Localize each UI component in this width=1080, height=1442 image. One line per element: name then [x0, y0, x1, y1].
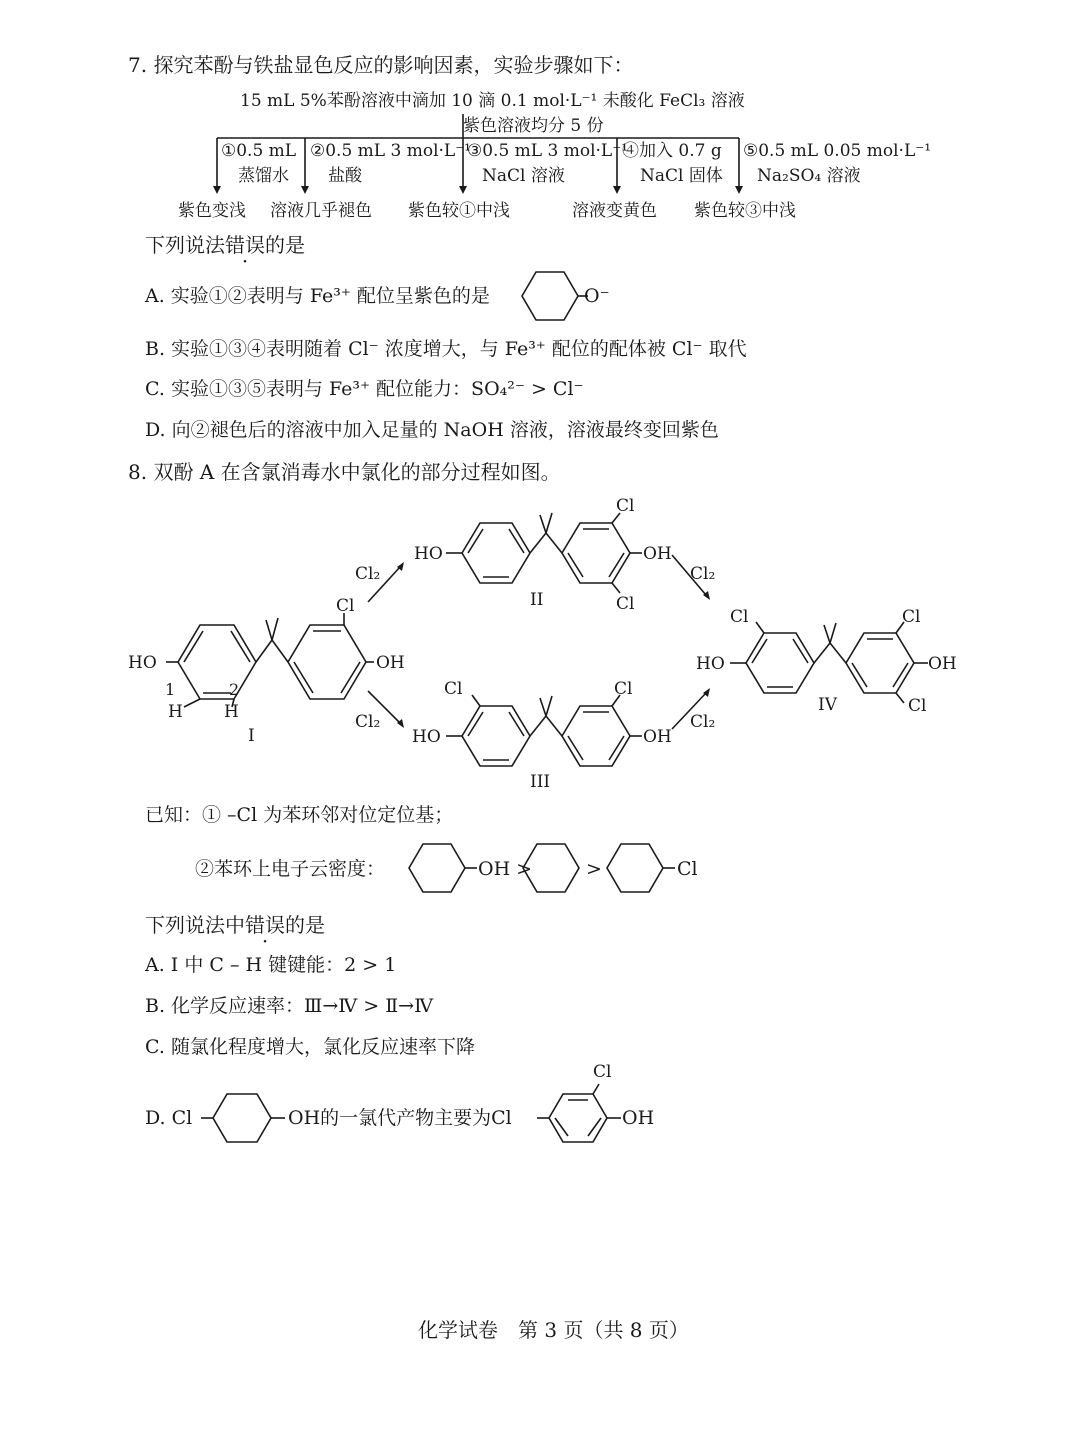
chlorobenzene-cl-label: Cl: [677, 858, 698, 880]
q7-branch4-line1: ④加入 0.7 g: [622, 141, 722, 161]
q7-question: 下列说法错误的是: [145, 233, 305, 257]
q7-branch3-line2: NaCl 溶液: [482, 166, 565, 186]
compound-iv-label: IV: [818, 695, 837, 715]
compound-iv: [696, 607, 957, 716]
q7-result5: 紫色较③中浅: [694, 201, 796, 221]
q7-stem: 7. 探究苯酚与铁盐显色反应的影响因素，实验步骤如下：: [128, 53, 634, 77]
q7-option-b: B. 实验①③④表明随着 Cl⁻ 浓度增大，与 Fe³⁺ 配位的配体被 Cl⁻ 取代: [145, 338, 747, 360]
q7-split-note: 紫色溶液均分 5 份: [463, 116, 604, 136]
cl2-label: Cl₂: [690, 712, 716, 732]
q8-emphasis-word: 错误: [245, 913, 285, 937]
cl-label: Cl: [616, 496, 635, 516]
q7-result4: 溶液变黄色: [572, 201, 657, 221]
cl2-label: Cl₂: [355, 564, 381, 584]
q7-emphasis-word: 错误: [225, 233, 265, 257]
q7-branch1-line1: ①0.5 mL: [221, 141, 297, 161]
cl-label: Cl: [614, 679, 633, 699]
oh-label: OH: [376, 653, 405, 673]
q7-option-a: A. 实验①②表明与 Fe³⁺ 配位呈紫色的是: [145, 285, 490, 307]
cl-label: Cl: [730, 607, 749, 627]
q8-density-structures: [395, 840, 715, 900]
q8-known-2: ②苯环上电子云密度：: [195, 858, 386, 880]
q8-option-d-mid: OH的一氯代产物主要为Cl: [288, 1107, 512, 1129]
cl-label: Cl: [902, 607, 921, 627]
cl-label: Cl: [336, 596, 355, 616]
q8-option-d: D. Cl: [145, 1107, 193, 1129]
reaction-arrows: [355, 555, 715, 732]
q8-option-d-oh: OH: [622, 1107, 655, 1129]
q7-phenoxide-structure: [508, 268, 628, 328]
q8-option-b: B. 化学反应速率：Ⅲ→Ⅳ > Ⅱ→Ⅳ: [145, 995, 434, 1017]
q8-option-c: C. 随氯化程度增大，氯化反应速率下降: [145, 1036, 475, 1058]
page-footer: 化学试卷 第 3 页（共 8 页）: [418, 1318, 689, 1342]
cl-label: Cl: [444, 679, 463, 699]
q8-option-d-cl: Cl: [593, 1062, 612, 1082]
oh-label: OH: [643, 727, 672, 747]
q7-option-c: C. 实验①③⑤表明与 Fe³⁺ 配位能力：SO₄²⁻ > Cl⁻: [145, 378, 584, 400]
q7-branch2-line2: 盐酸: [328, 166, 362, 186]
q7-branch5-line1: ⑤0.5 mL 0.05 mol·L⁻¹: [743, 141, 932, 161]
oh-label: OH: [643, 544, 672, 564]
ho-label: HO: [696, 654, 725, 674]
position-2-label: 2: [229, 680, 240, 699]
ho-label: HO: [412, 727, 441, 747]
q7-result1: 紫色变浅: [178, 201, 246, 221]
phenol-oh-label: OH >: [478, 858, 533, 880]
compound-i-label: I: [248, 726, 255, 746]
q8-question: 下列说法中错误的是: [145, 913, 325, 937]
q8-stem: 8. 双酚 A 在含氯消毒水中氯化的部分过程如图。: [128, 460, 561, 484]
compound-iii: [412, 679, 672, 792]
q7-option-d: D. 向②褪色后的溶液中加入足量的 NaOH 溶液，溶液最终变回紫色: [145, 419, 719, 441]
cl2-label: Cl₂: [355, 712, 381, 732]
h-label: H: [168, 702, 183, 722]
q7-branch4-line2: NaCl 固体: [640, 166, 723, 186]
h-label: H: [224, 702, 239, 722]
q7-branch2-line1: ②0.5 mL 3 mol·L⁻¹: [310, 141, 471, 161]
q7-top-line: 15 mL 5%苯酚溶液中滴加 10 滴 0.1 mol·L⁻¹ 未酸化 FeCl₃ 溶液: [240, 91, 745, 111]
cl-label: Cl: [616, 594, 635, 614]
ho-label: HO: [414, 544, 443, 564]
compound-ii-label: II: [530, 590, 544, 610]
q7-result2: 溶液几乎褪色: [270, 201, 372, 221]
cl-label: Cl: [908, 696, 927, 716]
q8-known-1: 已知：① –Cl 为苯环邻对位定位基；: [145, 804, 454, 826]
q7-branch5-line2: Na₂SO₄ 溶液: [757, 166, 861, 186]
ho-label: HO: [128, 653, 157, 673]
q7-phenoxide-label: O⁻: [584, 285, 610, 307]
q7-branch1-line2: 蒸馏水: [238, 166, 289, 186]
q8-reaction-scheme: [0, 495, 1080, 795]
greater-than-sign: >: [586, 858, 602, 880]
q8-option-a: A. Ⅰ 中 C – H 键键能：2 > 1: [145, 954, 397, 976]
oh-label: OH: [928, 654, 957, 674]
compound-iii-label: III: [530, 772, 551, 792]
cl2-label: Cl₂: [690, 564, 716, 584]
position-1-label: 1: [165, 680, 176, 699]
q7-branch3-line1: ③0.5 mL 3 mol·L⁻¹: [467, 141, 628, 161]
compound-ii: [414, 496, 672, 614]
q7-result3: 紫色较①中浅: [408, 201, 510, 221]
